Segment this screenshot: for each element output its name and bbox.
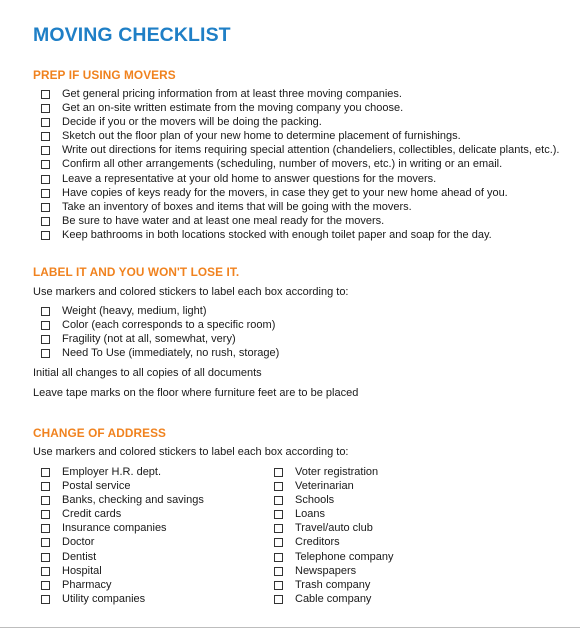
checkbox[interactable] — [41, 160, 50, 169]
movers-checklist-item-label: Take an inventory of boxes and items that will be going with the movers. — [62, 200, 412, 213]
label-section-heading: LABEL IT AND YOU WON'T LOSE IT. — [33, 265, 240, 279]
checkbox[interactable] — [41, 524, 50, 533]
label-intro-text: Use markers and colored stickers to label each box according to: — [33, 286, 349, 298]
address-checklist-item-label: Utility companies — [62, 592, 146, 605]
address-checklist-item-label: Insurance companies — [62, 522, 167, 535]
address-checklist-item-label: Pharmacy — [62, 578, 112, 591]
checkbox[interactable] — [41, 595, 50, 604]
checkbox[interactable] — [41, 553, 50, 562]
address-checklist-item-label: Banks, checking and savings — [62, 494, 204, 507]
page-title: MOVING CHECKLIST — [33, 24, 231, 46]
checkbox[interactable] — [41, 581, 50, 590]
label-checklist-item-label: Color (each corresponds to a specific room) — [62, 319, 276, 332]
checkbox[interactable] — [41, 175, 50, 184]
label-note-initial: Initial all changes to all copies of all documents — [33, 367, 262, 379]
address-checklist-item-label: Creditors — [295, 536, 340, 549]
movers-checklist-item-label: Confirm all other arrangements (scheduling, number of movers, etc.) in writing or an email. — [62, 158, 503, 171]
movers-checklist-item-label: Get an on-site written estimate from the moving company you choose. — [62, 102, 404, 115]
checkbox[interactable] — [41, 496, 50, 505]
label-checklist-item-label: Fragility (not at all, somewhat, very) — [62, 333, 236, 346]
movers-checklist-item-label: Keep bathrooms in both locations stocked with enough toilet paper and soap for the day. — [62, 228, 492, 241]
address-checklist-item-label: Doctor — [62, 536, 95, 549]
address-checklist-item-label: Postal service — [62, 480, 131, 493]
checkbox[interactable] — [41, 203, 50, 212]
checkbox[interactable] — [41, 468, 50, 477]
checkbox[interactable] — [274, 581, 283, 590]
address-checklist-item-label: Loans — [295, 508, 325, 521]
address-checklist-item-label: Voter registration — [295, 466, 379, 478]
checkbox[interactable] — [41, 335, 50, 344]
address-section-heading: CHANGE OF ADDRESS — [33, 426, 167, 440]
address-checklist-item-label: Schools — [295, 494, 335, 507]
address-checklist-item-label: Hospital — [62, 564, 102, 577]
bottom-divider — [0, 627, 580, 628]
address-checklist-item-label: Credit cards — [62, 508, 122, 521]
address-checklist-item-label: Dentist — [62, 550, 97, 563]
checkbox[interactable] — [274, 553, 283, 562]
checkbox[interactable] — [41, 90, 50, 99]
movers-section-heading: PREP IF USING MOVERS — [33, 68, 176, 82]
checkbox[interactable] — [274, 496, 283, 505]
checkbox[interactable] — [274, 567, 283, 576]
address-checklist-item-label: Travel/auto club — [295, 522, 373, 535]
movers-checklist-item-label: Decide if you or the movers will be doing the packing. — [62, 116, 322, 129]
address-intro-text: Use markers and colored stickers to label each box according to: — [33, 446, 349, 458]
address-checklist-item-label: Employer H.R. dept. — [62, 466, 162, 478]
movers-checklist-item-label: Have copies of keys ready for the movers, in case they get to your new home ahead of you. — [62, 186, 508, 199]
checkbox[interactable] — [41, 567, 50, 576]
address-checklist-item-label: Cable company — [295, 592, 372, 605]
checkbox[interactable] — [41, 146, 50, 155]
checkbox[interactable] — [41, 118, 50, 127]
checkbox[interactable] — [274, 510, 283, 519]
checkbox[interactable] — [41, 538, 50, 547]
checkbox[interactable] — [41, 104, 50, 113]
movers-checklist-item-label: Leave a representative at your old home to answer questions for the movers. — [62, 172, 437, 185]
checkbox[interactable] — [274, 468, 283, 477]
checkbox[interactable] — [274, 482, 283, 491]
checkbox[interactable] — [41, 231, 50, 240]
checkbox[interactable] — [41, 189, 50, 198]
address-checklist-item-label: Veterinarian — [295, 480, 354, 493]
checkbox[interactable] — [274, 524, 283, 533]
address-checklist-item-label: Telephone company — [295, 550, 394, 563]
checkbox[interactable] — [274, 538, 283, 547]
address-checklist-item-label: Trash company — [295, 578, 371, 591]
checkbox[interactable] — [41, 321, 50, 330]
label-note-tape: Leave tape marks on the floor where furniture feet are to be placed — [33, 387, 359, 399]
checkbox[interactable] — [41, 307, 50, 316]
address-checklist-item-label: Newspapers — [295, 564, 357, 577]
checkbox[interactable] — [41, 510, 50, 519]
label-checklist-item-label: Need To Use (immediately, no rush, storage) — [62, 347, 280, 360]
checkbox[interactable] — [274, 595, 283, 604]
movers-checklist-item-label: Sketch out the floor plan of your new home to determine placement of furnishings. — [62, 130, 461, 143]
movers-checklist-item-label: Write out directions for items requiring special attention (chandeliers, collectibles, delicate plants, etc.). — [62, 144, 560, 157]
movers-checklist-item-label: Get general pricing information from at least three moving companies. — [62, 88, 402, 100]
checkbox[interactable] — [41, 482, 50, 491]
movers-checklist-item-label: Be sure to have water and at least one meal ready for the movers. — [62, 214, 385, 227]
label-checklist-item-label: Weight (heavy, medium, light) — [62, 305, 207, 317]
checkbox[interactable] — [41, 132, 50, 141]
checkbox[interactable] — [41, 217, 50, 226]
checkbox[interactable] — [41, 349, 50, 358]
